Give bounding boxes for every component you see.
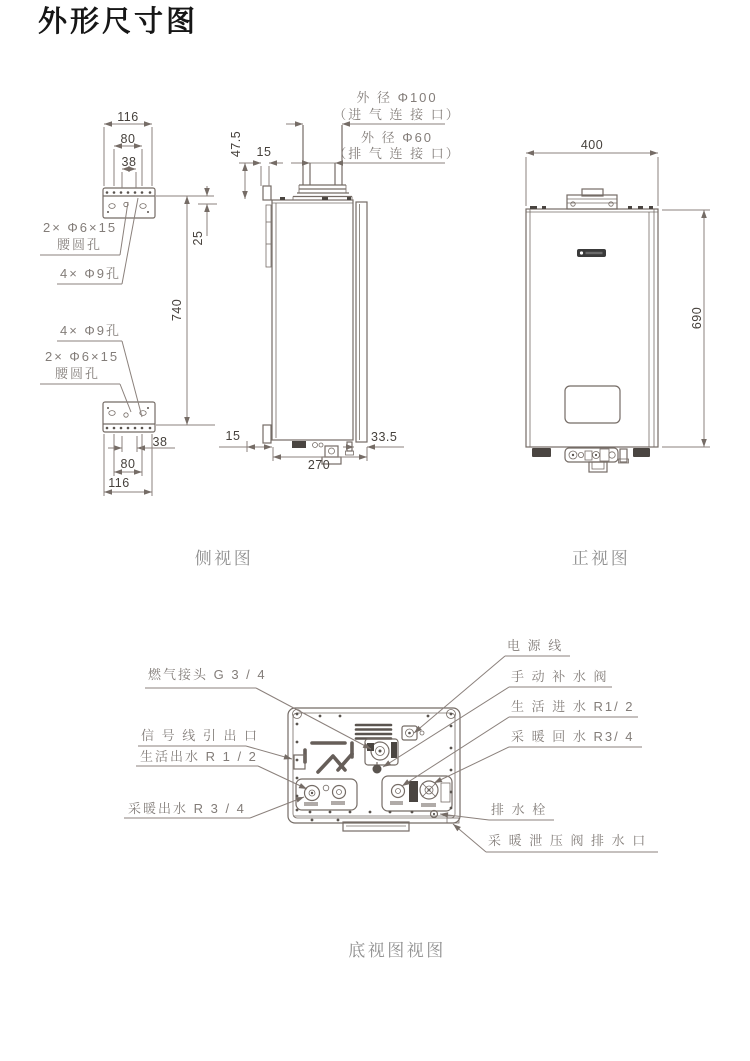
display-window	[565, 386, 620, 423]
front-view-dimension-lines	[526, 153, 710, 447]
label-flue-exhaust-note: （排 气 连 接 口）	[333, 146, 461, 161]
front-view-body	[526, 189, 658, 472]
label-top-slot-holes-name: 腰圆孔	[57, 237, 103, 252]
label-flue-exhaust-diameter: 外 径 Φ60	[360, 130, 434, 145]
dim-bottom-bracket-116: 116	[108, 476, 130, 490]
caption-side-view: 侧视图	[194, 549, 254, 568]
dim-top-bracket-116: 116	[117, 110, 139, 124]
label-heating-return: 采 暖 回 水 R3/ 4	[511, 729, 635, 744]
dim-bottom-bracket-38: 38	[152, 435, 168, 449]
dim-tab-top-15: 15	[256, 145, 272, 159]
label-power-cord: 电 源 线	[507, 638, 564, 653]
label-bottom-slot-holes: 2× Φ6×15	[45, 349, 120, 364]
label-manual-fill-valve: 手 动 补 水 阀	[511, 669, 609, 684]
brand-badge	[577, 249, 606, 257]
label-top-slot-holes: 2× Φ6×15	[43, 220, 118, 235]
dim-offset-25: 25	[190, 230, 205, 246]
label-bottom-round-holes: 4× Φ9孔	[60, 323, 122, 338]
side-view-top-bracket	[103, 188, 155, 218]
caption-bottom-view: 底视图视图	[348, 941, 446, 960]
label-flue-intake-diameter: 外 径 Φ100	[356, 90, 438, 105]
label-flue-intake-note: （进 气 连 接 口）	[333, 107, 461, 122]
dim-depth-270: 270	[307, 458, 331, 472]
label-top-round-holes: 4× Φ9孔	[60, 266, 122, 281]
label-dhw-inlet: 生 活 进 水 R1/ 2	[511, 699, 635, 714]
label-signal-wire-outlet: 信 号 线 引 出 口	[141, 728, 260, 743]
dim-tab-bottom-15: 15	[225, 429, 241, 443]
dim-top-bracket-38: 38	[121, 155, 137, 169]
caption-front-view: 正视图	[571, 549, 631, 568]
dim-height-690: 690	[689, 306, 704, 330]
label-drain-plug: 排 水 栓	[491, 802, 548, 817]
page-title: 外形尺寸图	[38, 6, 199, 38]
label-heating-outlet: 采暖出水 R 3 / 4	[128, 801, 246, 816]
dim-bracket-span-740: 740	[169, 298, 184, 322]
dim-door-33-5: 33.5	[371, 430, 398, 444]
dim-width-400: 400	[580, 138, 604, 152]
label-relief-valve-drain: 采 暖 泄 压 阀 排 水 口	[488, 833, 648, 848]
label-bottom-slot-holes-name: 腰圆孔	[55, 366, 101, 381]
side-view-body	[263, 186, 367, 464]
dim-top-bracket-80: 80	[120, 132, 136, 146]
dim-bottom-bracket-80: 80	[120, 457, 136, 471]
label-gas-connector: 燃气接头 G 3 / 4	[148, 667, 267, 682]
label-dhw-outlet: 生活出水 R 1 / 2	[140, 749, 258, 764]
dim-flue-height-47-5: 47.5	[228, 130, 243, 158]
bottom-view-plate	[288, 708, 460, 831]
